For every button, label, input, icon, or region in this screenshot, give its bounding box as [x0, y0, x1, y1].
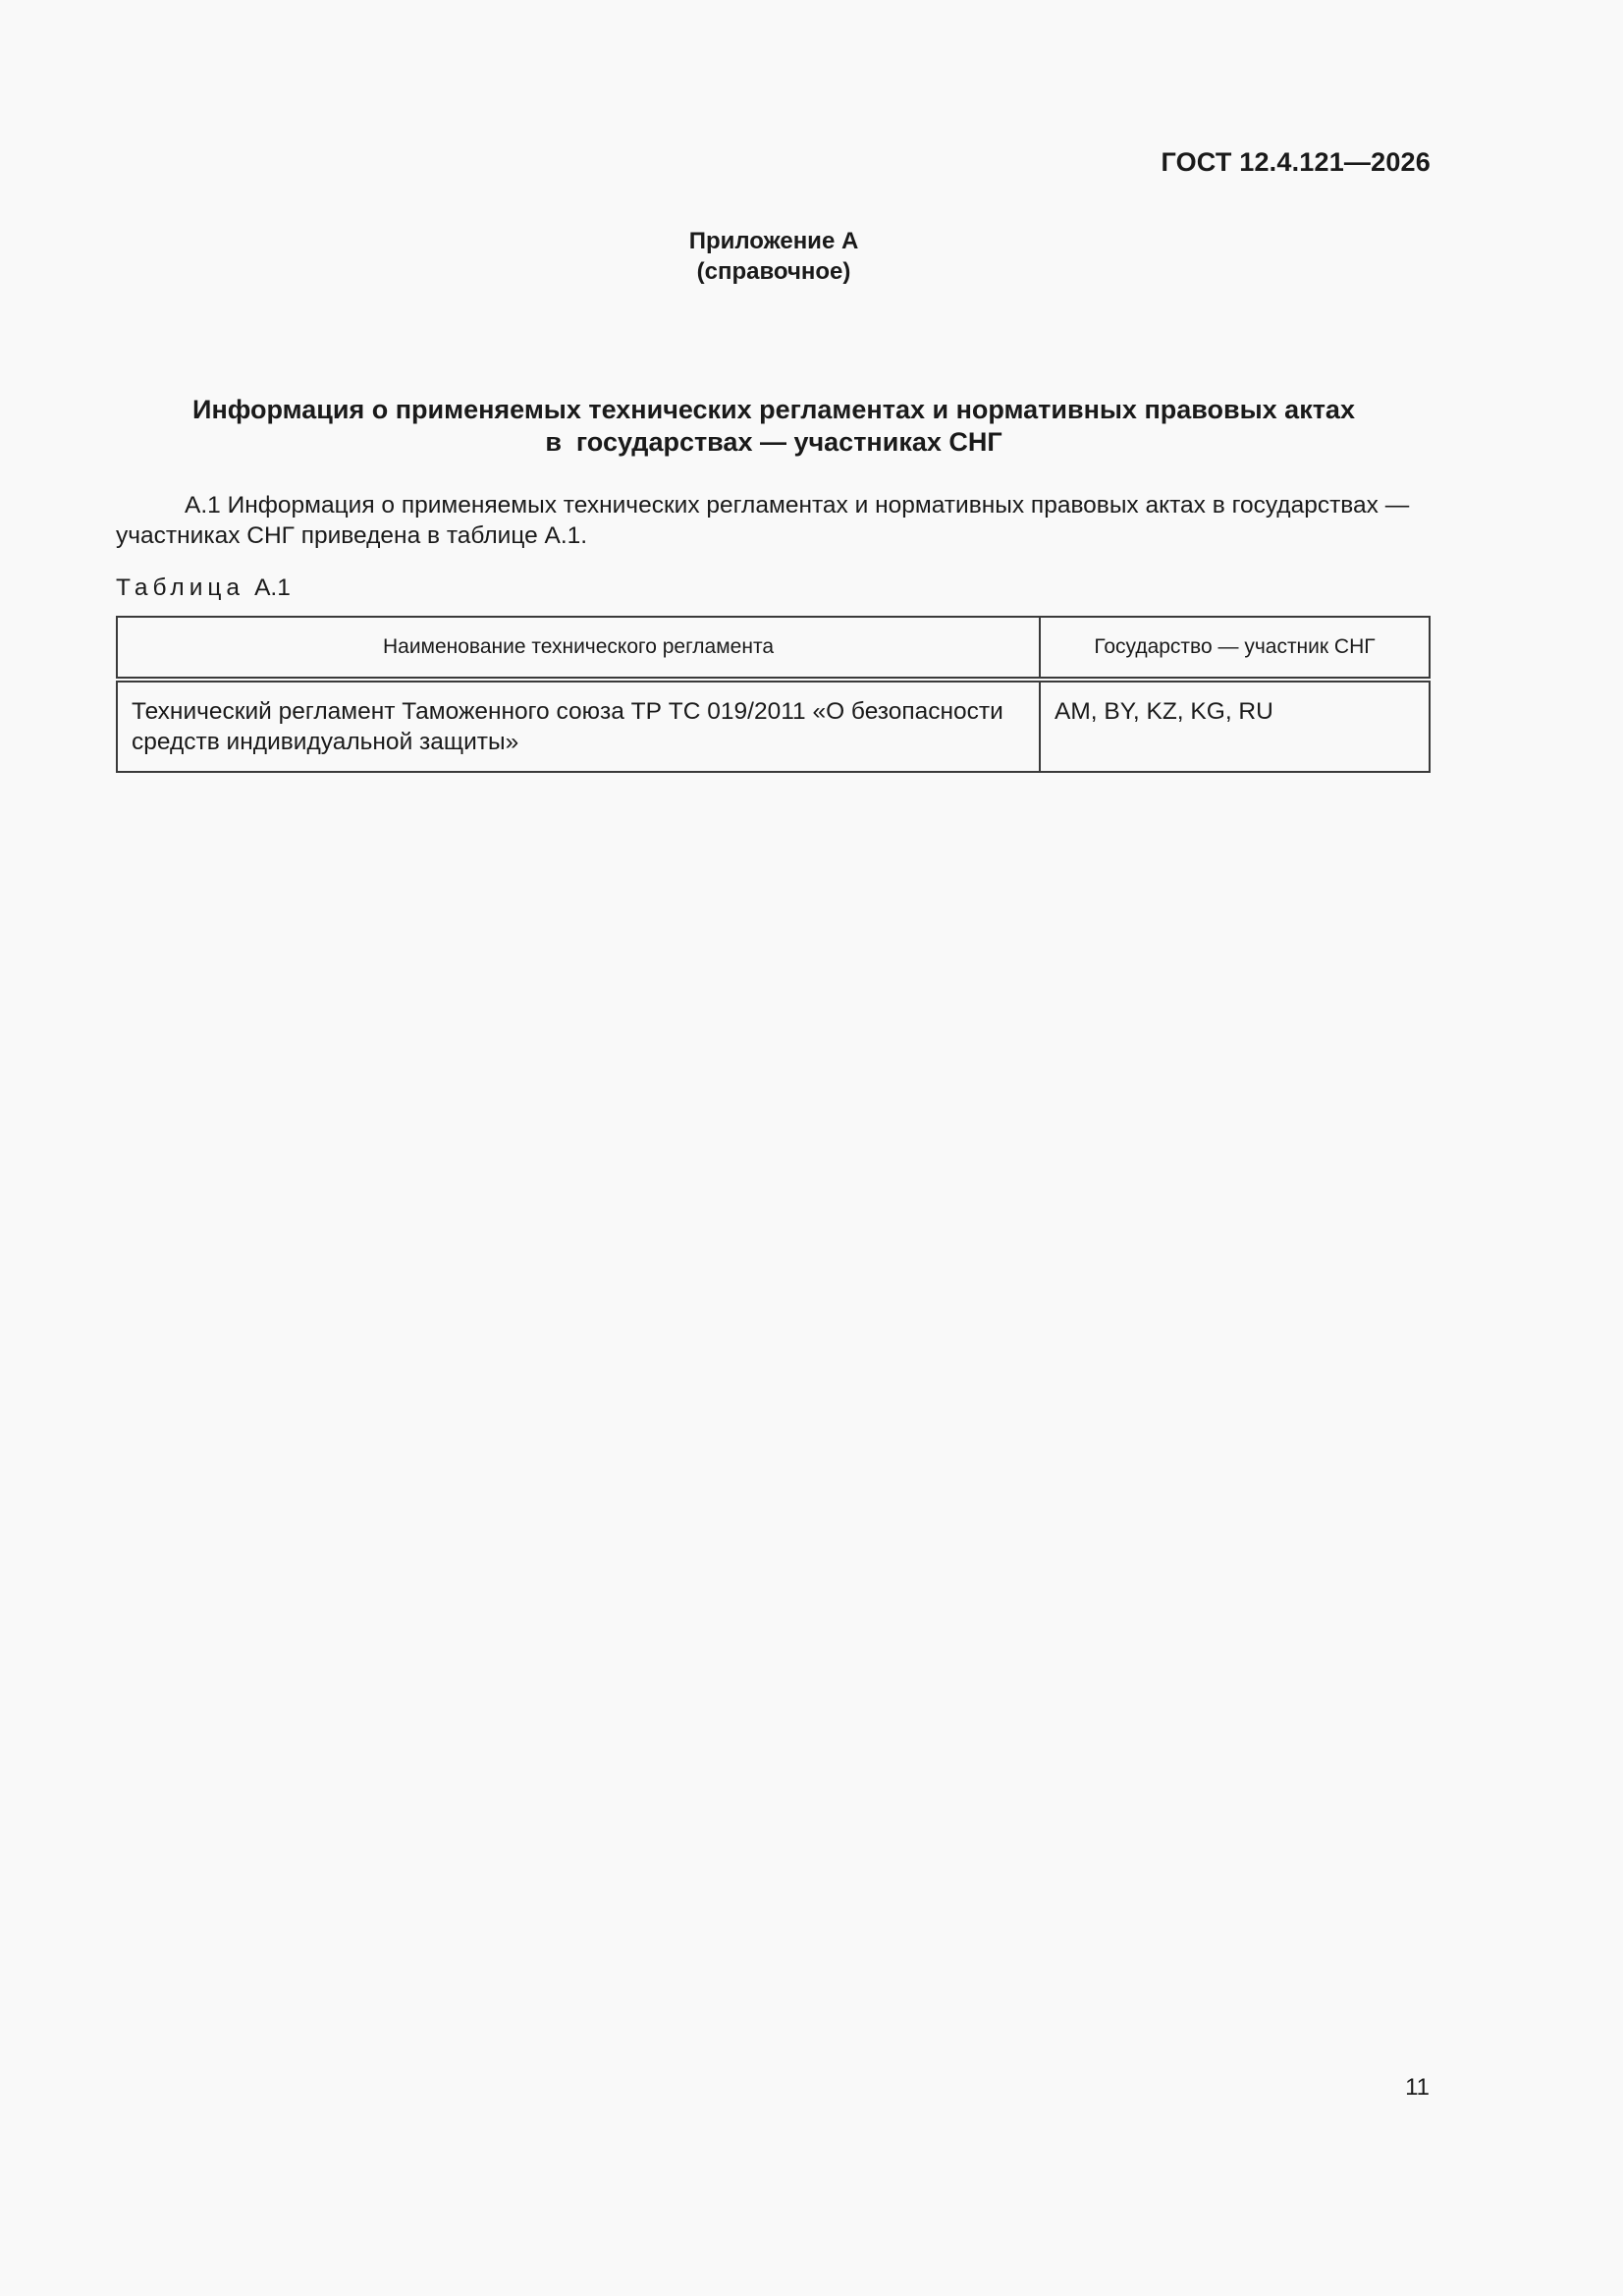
table-header-row — [117, 617, 1430, 680]
appendix-heading — [0, 226, 1547, 287]
regulations-table — [116, 616, 1431, 773]
body-paragraph: А.1 Информация о применяемых технических регламентах и нормативных правовых актах в государствах — участниках СНГ приведена в таблице А.1. — [116, 492, 1410, 549]
table-caption-number: А.1 — [254, 574, 291, 601]
standard-code: ГОСТ 12.4.121—2026 — [1161, 147, 1431, 177]
table-caption-word: Таблица — [116, 574, 245, 601]
cell-regulation-name: Технический регламент Таможенного союза ТР ТС 019/2011 «О безопасности средств индивидуальной защиты» — [117, 680, 1040, 772]
section-title-line-1: Информация о применяемых технических регламентах и нормативных правовых актах — [192, 395, 1355, 424]
cell-member-states: AM, BY, KZ, KG, RU — [1040, 680, 1430, 772]
table-row — [117, 680, 1430, 772]
page-number: 11 — [1405, 2074, 1430, 2101]
table-caption — [116, 574, 291, 602]
header-member-state: Государство — участник СНГ — [1040, 617, 1430, 680]
section-title — [116, 394, 1432, 459]
header-regulation-name: Наименование технического регламента — [117, 617, 1040, 680]
appendix-subtitle: (справочное) — [696, 258, 851, 285]
section-title-line-2: в государствах — участниках СНГ — [545, 427, 1002, 457]
appendix-title: Приложение А — [688, 228, 859, 254]
